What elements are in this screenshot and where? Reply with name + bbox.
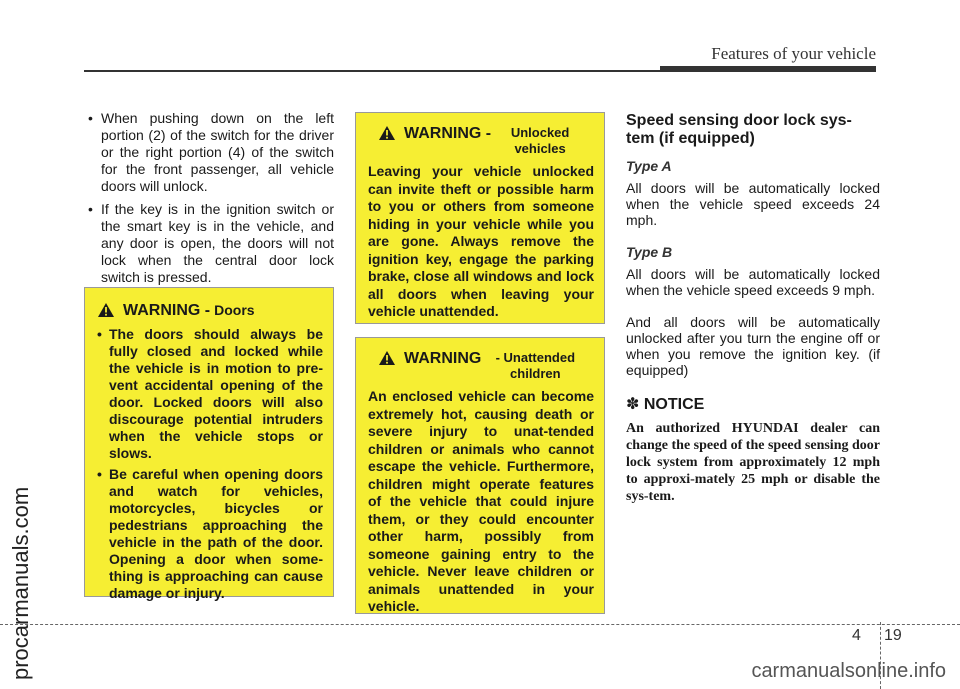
warning-children-body: An enclosed vehicle can become extremely hot, causing death or severe injury to unat-tended children or animals who cannot escape the vehicle. Furthermore, children might operate features of the vehicle that could injure them, or they could encounter other harm, possibly from someone gaining entry to the vehicle. Never leave children or animals unattended in your vehicle. [368, 388, 594, 614]
warning-unlocked-subject: Unlocked vehicles [510, 125, 570, 156]
door-unlock-bullets [88, 110, 334, 292]
warning-doors-box [84, 287, 334, 601]
bullet-key-in-ignition: • If the key is in the ignition switch or the smart key is in the vehicle, and any door is open, the doors will not lock when the central door lock switch is pressed. [88, 201, 334, 286]
warning-doors-item: • The doors should always be fully closed and locked while the vehicle is in motion to pre-vent accidental opening of the door. Locked doors will also discourage potential intruders when the vehicle stops or slows. [97, 326, 323, 462]
bullet-unlock-switch: • When pushing down on the left portion (2) of the switch for the driver or the right portion (4) of the switch for the front passenger, all vehicle doors will unlock. [88, 110, 334, 195]
warning-triangle-icon [378, 350, 396, 366]
warning-unlocked-box [355, 112, 605, 324]
type-b-text: All doors will be automatically locked when the vehicle speed exceeds 9 mph. [626, 266, 880, 298]
warning-doors-list [97, 326, 323, 602]
notice-heading: ✽ NOTICE [626, 396, 705, 413]
warning-doors-word: WARNING - [123, 302, 211, 319]
footer-dashed-rule [0, 624, 960, 625]
side-watermark: procarmanuals.com [8, 486, 33, 680]
warning-triangle-icon [97, 302, 115, 318]
header-rule-thick [660, 66, 876, 72]
type-b-label: Type B [626, 244, 673, 260]
warning-doors-subject: Doors [214, 302, 255, 318]
section-heading: Speed sensing door lock sys-tem (if equipped) [626, 112, 852, 147]
warning-doors-header [97, 302, 323, 320]
header-title: Features of your vehicle [711, 44, 876, 63]
header-rule [84, 70, 664, 72]
warning-unlocked-body: Leaving your vehicle unlocked can invite theft or possible harm to you or others from someone hiding in your vehicle while you are gone. Always remove the ignition key, engage the parking brake, close all windows and lock all doors when leaving your vehicle unattended. [368, 163, 594, 319]
warning-triangle-icon [378, 125, 396, 141]
warning-children-box [355, 337, 605, 614]
notice-body: An authorized HYUNDAI dealer can change the speed of the speed sensing door lock system from approximately 12 mph to approxi-mately 25 mph or disable the sys-tem. [626, 421, 880, 504]
warning-unlocked-header [368, 125, 594, 157]
bottom-watermark: carmanualsonline.info [751, 660, 946, 682]
warning-children-subject: - Unattended children [495, 350, 576, 381]
warning-doors-item: • Be careful when opening doors and watch for vehicles, motorcycles, bicycles or pedestrians approaching the vehicle in the path of the door. Opening a door when some-thing is approaching can cause damage or injury. [97, 466, 323, 602]
warning-children-header [368, 350, 594, 382]
warning-unlocked-word: WARNING - [404, 125, 492, 142]
chapter-number: 4 [852, 627, 861, 644]
auto-unlock-text: And all doors will be automatically unlocked after you turn the engine off or when you remove the ignition key. (if equipped) [626, 314, 880, 378]
type-a-text: All doors will be automatically locked when the vehicle speed exceeds 24 mph. [626, 180, 880, 228]
page-number: 19 [884, 627, 902, 644]
warning-children-word: WARNING [404, 350, 482, 367]
speed-sensing-section [626, 112, 880, 505]
type-a-label: Type A [626, 158, 672, 174]
